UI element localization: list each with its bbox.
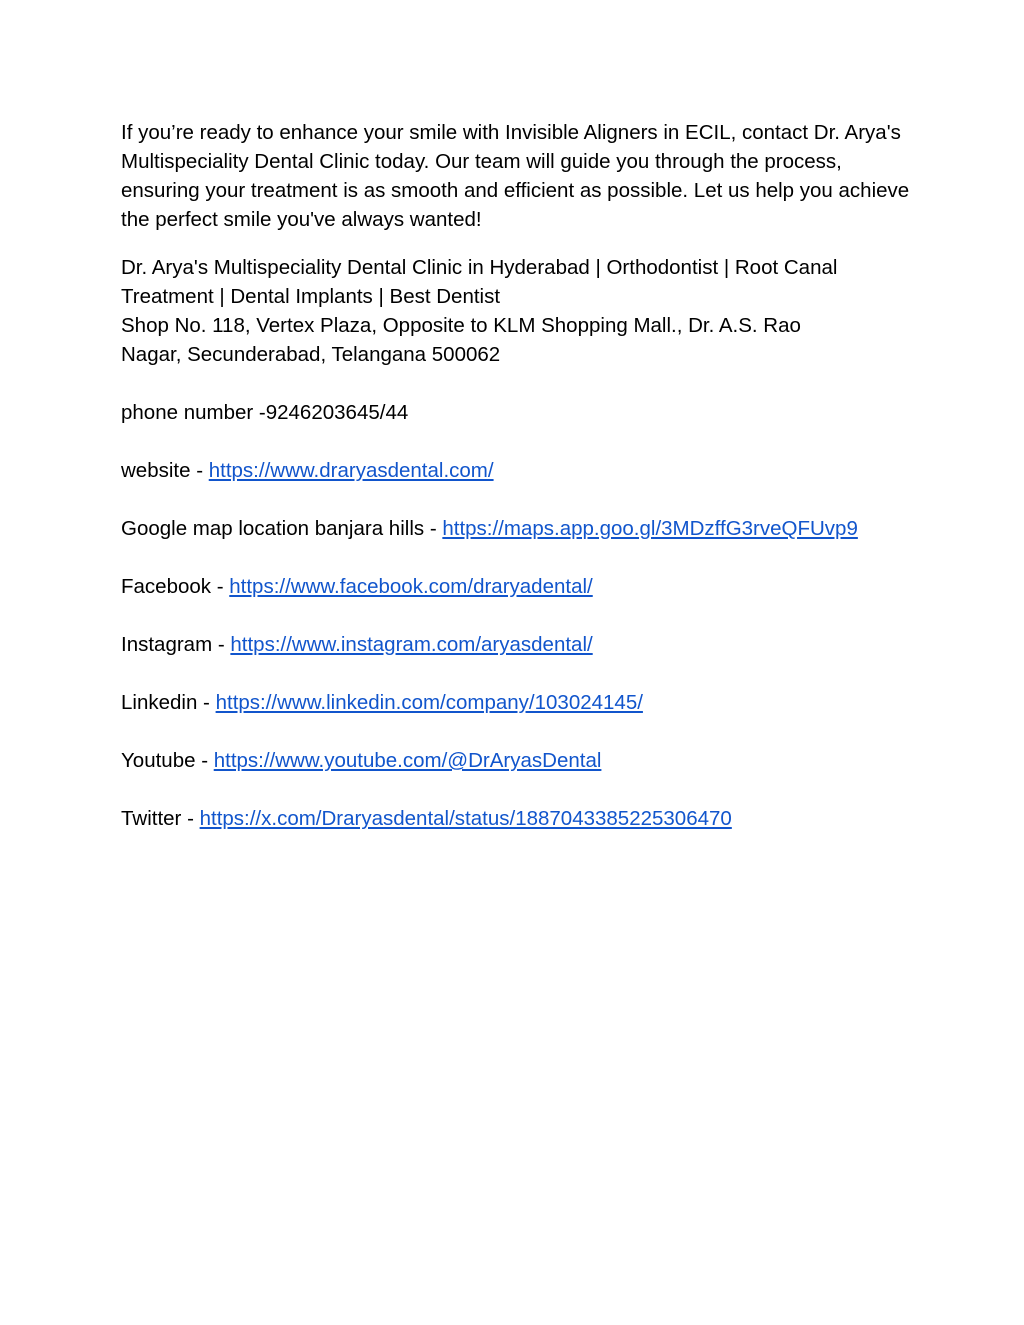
map-label: Google map location banjara hills - — [121, 517, 443, 540]
facebook-label: Facebook - — [121, 575, 230, 598]
youtube-link[interactable]: https://www.youtube.com/@DrAryasDental — [213, 749, 602, 772]
facebook-row — [121, 572, 921, 601]
linkedin-label: Linkedin - — [121, 691, 216, 714]
clinic-name-line-2: Treatment | Dental Implants | Best Dentist — [121, 285, 501, 308]
website-label: website - — [121, 459, 209, 482]
instagram-link[interactable]: https://www.instagram.com/aryasdental/ — [230, 633, 593, 656]
intro-paragraph: If you’re ready to enhance your smile with Invisible Aligners in ECIL, contact Dr. Arya's Multispeciality Dental Clinic today. Our team will guide you through the process, ensuring your treatment is as smooth and efficient as possible. Let us help you achieve the perfect smile you've always wanted! — [121, 121, 910, 231]
clinic-info — [121, 253, 921, 369]
map-link[interactable]: https://maps.app.goo.gl/3MDzffG3rveQFUvp9 — [442, 517, 858, 540]
twitter-link[interactable]: https://x.com/Draryasdental/status/1887043385225306470 — [199, 807, 732, 830]
youtube-label: Youtube - — [121, 749, 214, 772]
phone-number: phone number -9246203645/44 — [121, 401, 409, 424]
website-row — [121, 456, 921, 485]
document-page — [121, 118, 921, 833]
website-link[interactable]: https://www.draryasdental.com/ — [208, 459, 494, 482]
linkedin-row — [121, 688, 921, 717]
clinic-address-line-2: Nagar, Secunderabad, Telangana 500062 — [121, 343, 501, 366]
instagram-label: Instagram - — [121, 633, 231, 656]
instagram-row — [121, 630, 921, 659]
facebook-link[interactable]: https://www.facebook.com/draryadental/ — [229, 575, 593, 598]
clinic-address-line-1: Shop No. 118, Vertex Plaza, Opposite to KLM Shopping Mall., Dr. A.S. Rao — [121, 314, 801, 337]
clinic-name-line-1: Dr. Arya's Multispeciality Dental Clinic in Hyderabad | Orthodontist | Root Canal — [121, 256, 838, 279]
twitter-label: Twitter - — [121, 807, 200, 830]
linkedin-link[interactable]: https://www.linkedin.com/company/103024145/ — [215, 691, 643, 714]
twitter-row — [121, 804, 921, 833]
map-row — [121, 514, 921, 543]
youtube-row — [121, 746, 921, 775]
